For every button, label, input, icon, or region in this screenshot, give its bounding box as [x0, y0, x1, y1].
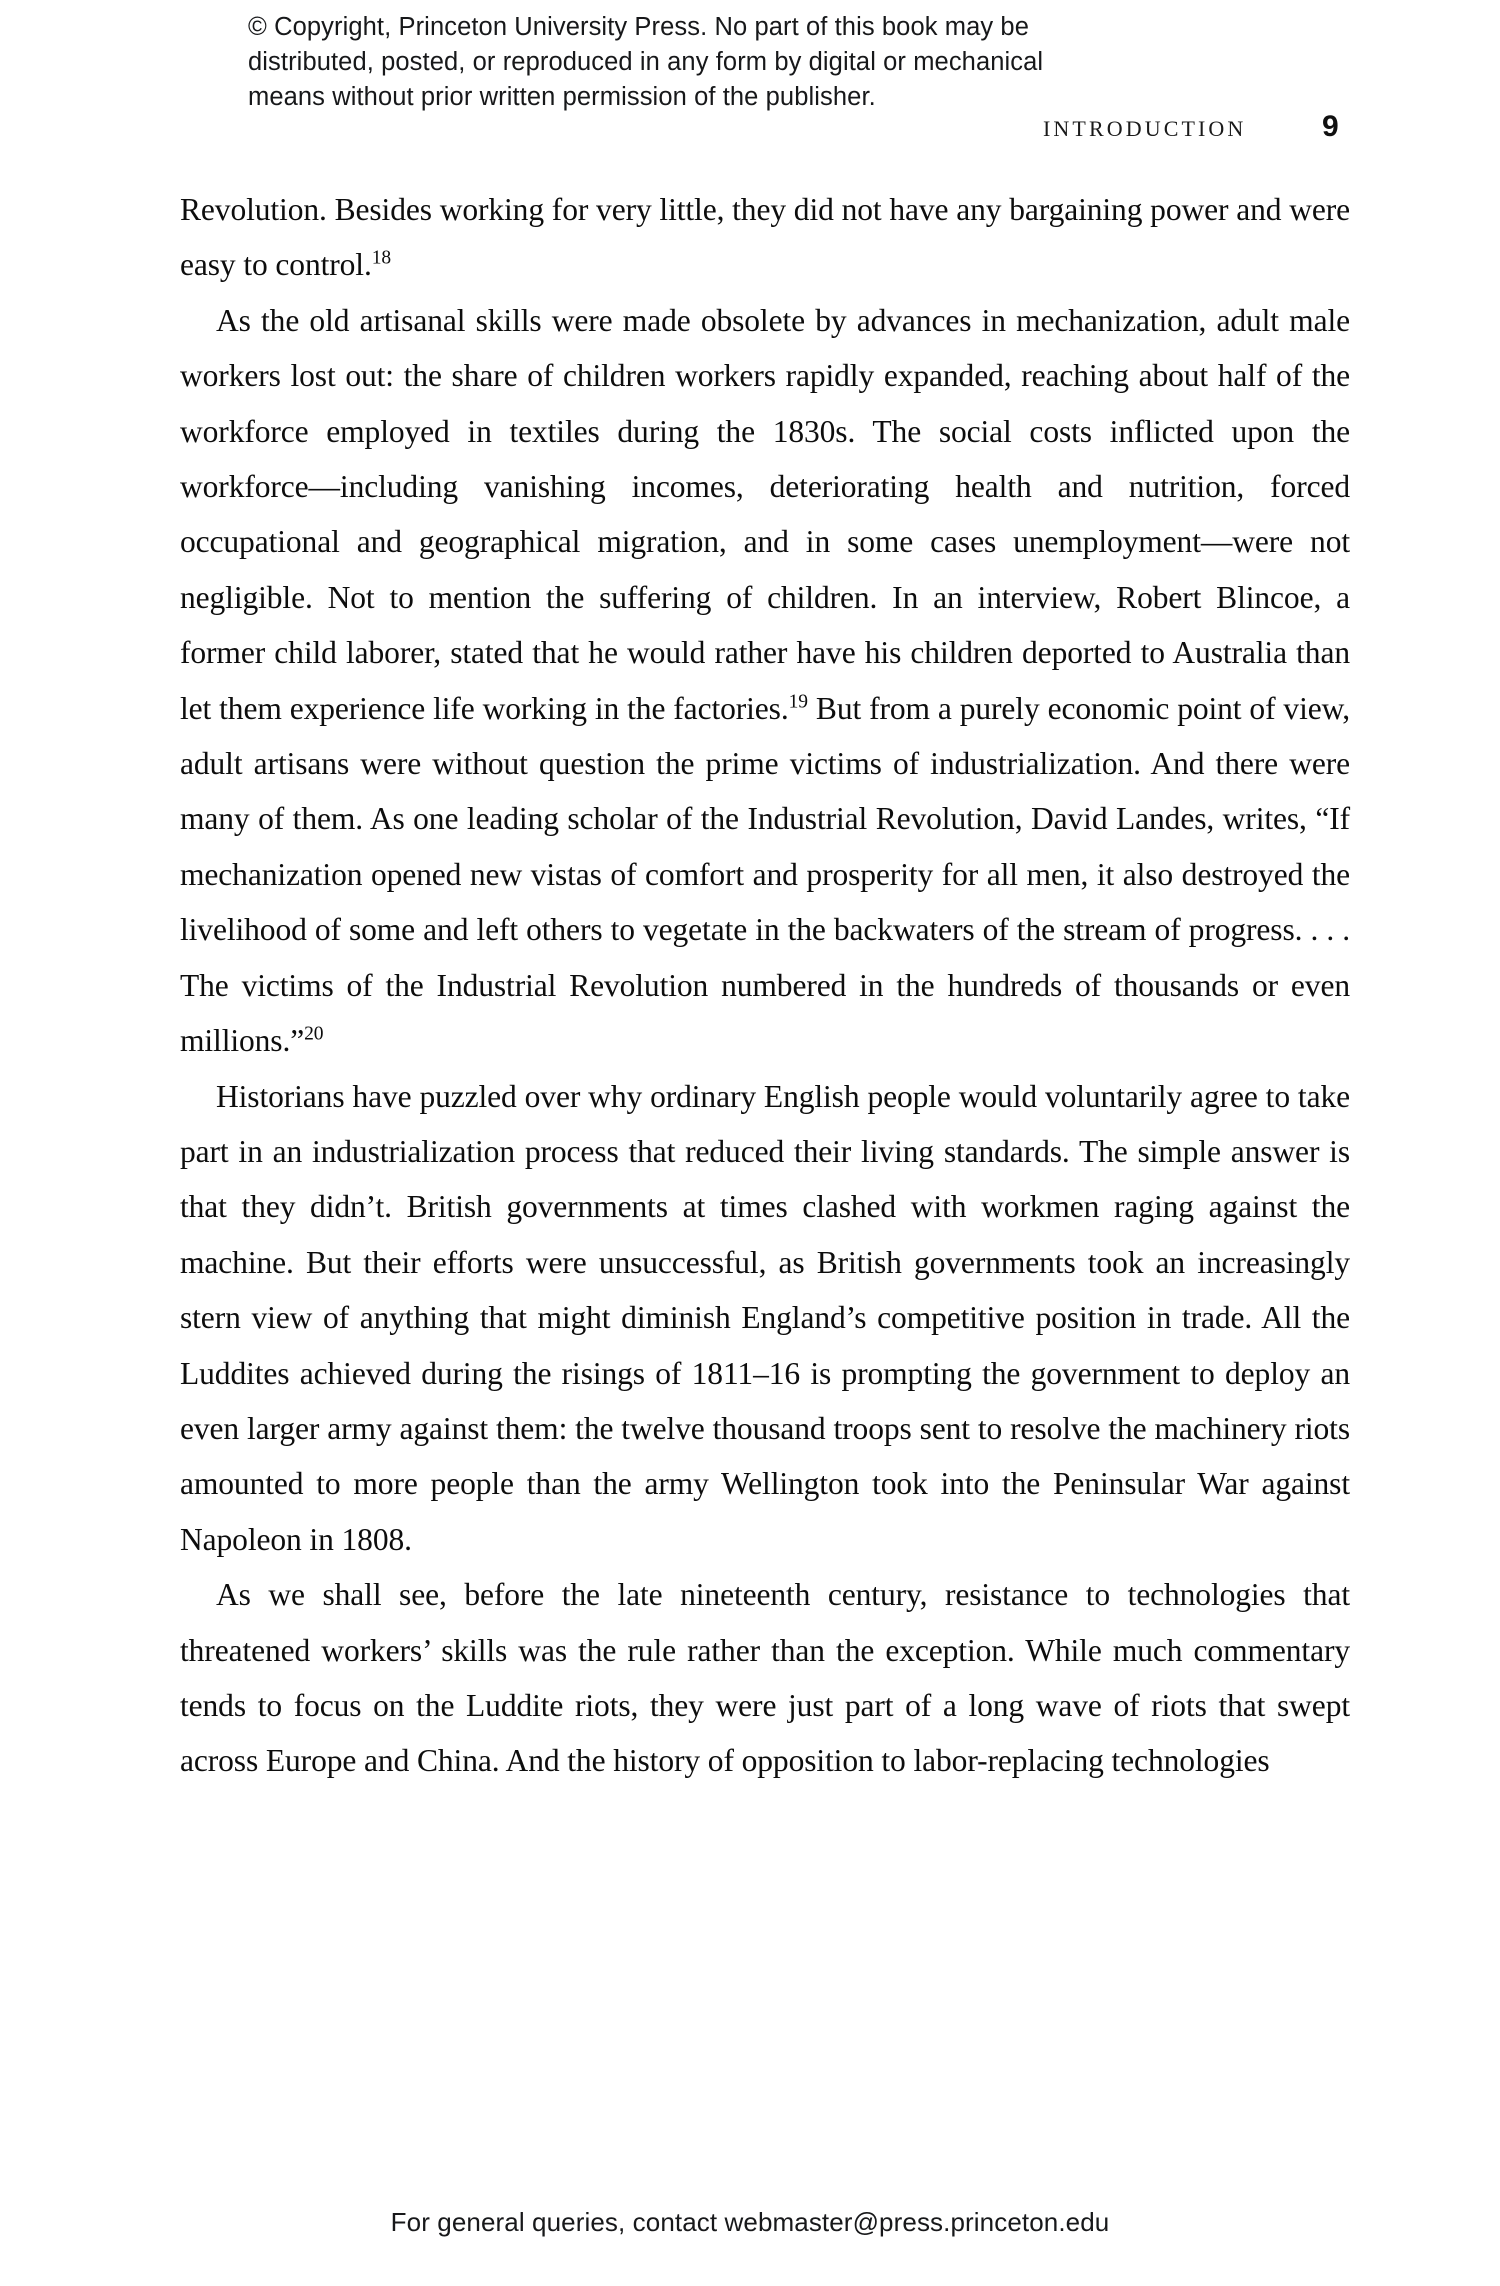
page-body-text — [180, 182, 1350, 1789]
running-head — [0, 110, 1500, 150]
page-footer — [0, 2207, 1500, 2238]
paragraph-text: Historians have puzzled over why ordinary English people would voluntarily agree to take part in an industrialization process that reduced their living standards. The simple answer is that they didn’t. British governments at times clashed with workmen raging against the machine. But their efforts were unsuccessful, as British governments took an increasingly stern view of anything that might diminish England’s competitive position in trade. All the Luddites achieved during the risings of 1811–16 is prompting the government to deploy an even larger army against them: the twelve thousand troops sent to resolve the machinery riots amounted to more people than the army Wellington took into the Peninsular War against Napoleon in 1808. — [180, 1078, 1350, 1557]
footnote-marker-18[interactable]: 18 — [371, 247, 392, 269]
paragraph-text-continued: But from a purely economic point of view, adult artisans were without question the prime victims of industrialization. And there were many of them. As one leading scholar of the Industrial Revolution, David Landes, writes, “If mechanization opened new vistas of comfort and prosperity for all men, it also destroyed the livelihood of some and left others to vegetate in the backwaters of the stream of progress. . . . The victims of the Industrial Revolution numbered in the hundreds of thousands or even millions.” — [180, 690, 1350, 1059]
copyright-line-2: distributed, posted, or reproduced in any form by digital or mechanical — [248, 47, 1044, 76]
paragraph-artisanal-skills — [180, 293, 1350, 1069]
footnote-marker-20[interactable]: 20 — [304, 1023, 324, 1045]
paragraph-historians — [180, 1069, 1350, 1568]
paragraph-text: As the old artisanal skills were made obsolete by advances in mechanization, adult male workers lost out: the share of children workers rapidly expanded, reaching about half of the workforce employed in textiles during the 1830s. The social costs inflicted upon the workforce—including vanishing incomes, deteriorating health and nutrition, forced occupational and geographical migration, and in some cases unemployment—were not negligible. Not to mention the suffering of children. In an interview, Robert Blincoe, a former child laborer, stated that he would rather have his children deported to Australia than let them experience life working in the factories. — [180, 302, 1350, 726]
footer-text: For general queries, contact webmaster@press.princeton.edu — [390, 2207, 1110, 2237]
footnote-marker-19[interactable]: 19 — [788, 691, 808, 713]
paragraph-text: As we shall see, before the late nineteenth century, resistance to technologies that threatened workers’ skills was the rule rather than the exception. While much commentary tends to focus on the Luddite riots, they were just part of a long wave of riots that swept across Europe and China. And the history of opposition to labor-replacing technologies — [180, 1577, 1350, 1779]
paragraph-revolution — [180, 182, 1350, 293]
copyright-overlay — [248, 10, 1258, 115]
paragraph-text: Revolution. Besides working for very little, they did not have any bargaining power and were easy to control. — [180, 192, 1350, 283]
paragraph-as-we-shall-see — [180, 1567, 1350, 1789]
page-number: 9 — [1322, 110, 1339, 143]
running-head-title: INTRODUCTION — [1043, 116, 1247, 141]
copyright-line-3: means without prior written permission of the publisher. — [248, 82, 876, 111]
copyright-line-1: © Copyright, Princeton University Press. No part of this book may be — [248, 13, 1029, 41]
